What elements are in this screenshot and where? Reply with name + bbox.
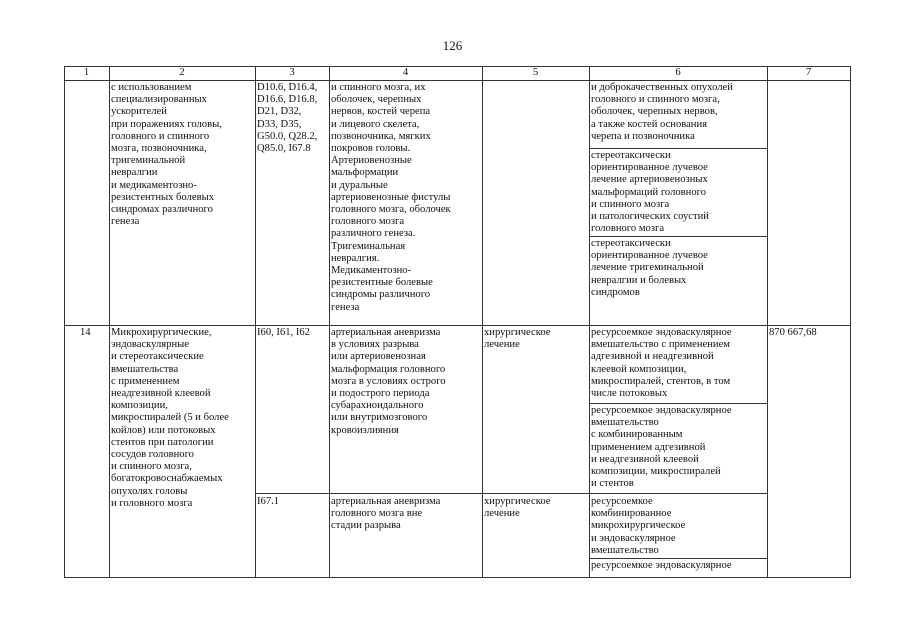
- treatment-method-cell: ресурсоемкое эндоваскулярное вмешательство с комбинированным применением адгезивной и неадгезивной клеевой композиции, микроспиралей и стентов: [591, 405, 732, 490]
- cost-cell: 870 667,68: [769, 327, 817, 338]
- method-name-cell: Микрохирургические, эндоваскулярные и стереотаксические вмешательства с применением неадгезивной клеевой композиции, микроспиралей (5 и более койлов) или потоковых стентов при патологии сосудов головного и спинного мозга, богатокровоснабжаемых опухолях головы и головного мозга: [111, 327, 229, 509]
- page-number: 126: [442, 38, 463, 53]
- column-divider: [589, 66, 590, 578]
- diagnosis-cell: артериальная аневризма в условиях разрыва или артериовенозная мальформация головного мозга в условиях острого и подострого периода субарахноидального или внутримозгового кровоизлияния: [331, 327, 446, 436]
- table-right-border: [850, 66, 851, 578]
- icd-codes-cell: D10.6, D16.4, D16.6, D16.8, D21, D32, D33, D35, G50.0, Q28.2, Q85.0, I67.8: [257, 82, 318, 155]
- treatment-type-cell: хирургическое лечение: [484, 327, 551, 351]
- treatment-method-cell: и доброкачественных опухолей головного и спинного мозга, оболочек, черепных нервов, а также костей основания черепа и позвоночника: [591, 82, 733, 142]
- treatment-type-cell: хирургическое лечение: [484, 496, 551, 520]
- treatment-method-cell: стереотаксически ориентированное лучевое лечение тригеминальной невралгии и болевых синдромов: [591, 238, 708, 298]
- table-left-border: [64, 66, 65, 578]
- table-bottom-border: [64, 577, 851, 578]
- header-cell: 2: [179, 67, 185, 78]
- treatment-method-cell: ресурсоемкое эндоваскулярное: [591, 560, 732, 571]
- subrow-separator: [255, 493, 767, 494]
- treatment-method-cell: стереотаксически ориентированное лучевое лечение артериовенозных мальформаций головного и спинного мозга и патологических соустий головного мозга: [591, 150, 709, 235]
- diagnosis-cell: артериальная аневризма головного мозга вне стадии разрыва: [331, 496, 441, 532]
- cell-divider: [589, 236, 767, 237]
- diagnosis-cell: и спинного мозга, их оболочек, черепных нервов, костей черепа и лицевого скелета, позвоночника, мягких покровов головы. Артериовенозные мальформации и дуральные артериовенозные фистулы головного мозга, оболочек головного мозга различного генеза. Тригеминальная невралгия. Медикаментозно- резистентные болевые синдромы различного генеза: [331, 82, 451, 313]
- header-cell: 3: [289, 67, 295, 78]
- treatment-method-cell: ресурсоемкое комбинированное микрохирургическое и эндоваскулярное вмешательство: [591, 496, 686, 556]
- column-divider: [482, 66, 483, 578]
- header-cell: 6: [675, 67, 681, 78]
- header-cell: 4: [402, 67, 409, 78]
- row-number-cell: 14: [80, 327, 91, 338]
- column-divider: [109, 66, 110, 578]
- column-divider: [767, 66, 768, 578]
- header-cell: 5: [532, 67, 539, 78]
- column-divider: [255, 66, 256, 578]
- row-separator: [64, 325, 851, 326]
- method-name-cell: с использованием специализированных ускорителей при поражениях головы, головного и спинного мозга, позвоночника, тригеминальной невралгии и медикаментозно- резистентных болевых синдромах различного генеза: [111, 82, 222, 228]
- header-cell: 1: [83, 67, 90, 78]
- cell-divider: [589, 403, 767, 404]
- cell-divider: [589, 148, 767, 149]
- column-divider: [329, 66, 330, 578]
- header-bottom-border: [64, 80, 851, 81]
- icd-codes-cell: I60, I61, I62: [257, 327, 310, 338]
- icd-codes-cell: I67.1: [257, 496, 280, 507]
- header-cell: 7: [805, 67, 812, 78]
- cell-divider: [589, 558, 767, 559]
- treatment-method-cell: ресурсоемкое эндоваскулярное вмешательство с применением адгезивной и неадгезивной клеевой композиции, микроспиралей, стентов, в том числе потоковых: [591, 327, 732, 400]
